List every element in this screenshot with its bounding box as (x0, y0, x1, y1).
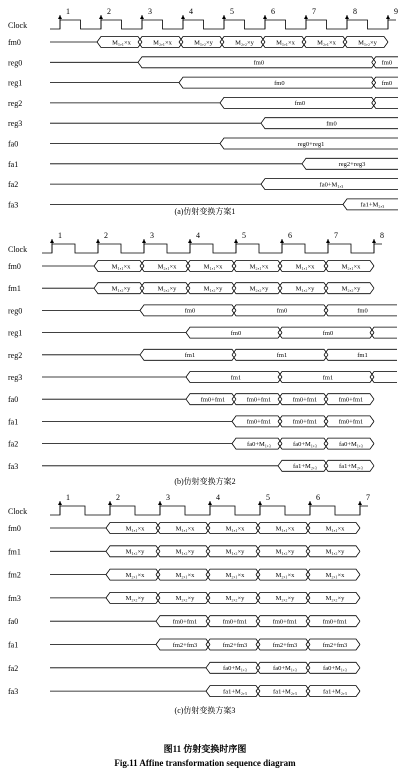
clock-number: 6 (271, 7, 275, 16)
bus-cell-value: fm2+fm3 (322, 641, 348, 649)
bus-cell-value: fa1+M₂,₃ (293, 463, 317, 471)
bus-cell-value: fm0+fm1 (338, 396, 364, 404)
bus-cell-value: fm0 (276, 307, 288, 315)
bus-cell (372, 103, 398, 109)
bus-cell-value: fa1+M₂,₃ (339, 463, 363, 471)
clock-number: 8 (353, 7, 357, 16)
signal-label-fm0: fm0 (8, 38, 21, 47)
clock-number: 4 (189, 7, 193, 16)
bus-cell-value: fm2+fm3 (172, 641, 198, 649)
bus-cell-value: fa1+M₂,₃ (273, 688, 297, 696)
bus-cell-value: fm1 (276, 352, 288, 360)
bus-cell-value: reg0+reg1 (297, 140, 325, 148)
bus-cell-value: M₁,₁×x (112, 39, 131, 47)
bus-cell-value: M₂,₁×x (125, 571, 145, 579)
bus-cell-value: fm2+fm3 (272, 641, 298, 649)
bus-cell-value: M₂,₂×y (125, 595, 145, 603)
bus-cell (372, 97, 398, 103)
clock-edge-arrow-icon (222, 15, 226, 19)
signal-label-fa3: fa3 (8, 461, 19, 471)
clock-edge-arrow-icon (280, 239, 284, 243)
signal-label-fm2: fm2 (8, 570, 21, 580)
bus-cell-value: M₂,₂×y (175, 595, 195, 603)
clock-edge-arrow-icon (258, 501, 262, 505)
signal-label-fa1: fa1 (8, 417, 19, 427)
bus-cell-value: M₂,₁×x (249, 263, 269, 271)
clock-number: 7 (334, 231, 338, 240)
clock-waveform (42, 244, 382, 253)
bus-cell-value: M₁,₂×y (275, 548, 295, 556)
figure-title-en: Fig.11 Affine transformation sequence diagram (114, 758, 296, 768)
clock-edge-arrow-icon (208, 501, 212, 505)
bus-cell-value: fm2+fm3 (222, 641, 248, 649)
signal-label-reg1: reg1 (8, 328, 23, 338)
bus-cell-value: M₁,₁×x (125, 525, 145, 533)
bus-cell-value: fa0+M₁,₃ (247, 440, 271, 448)
signal-label-fa0: fa0 (8, 395, 19, 405)
bus-cell-value: fm0 (184, 307, 196, 315)
bus-cell-value: M₂,₁×x (225, 571, 245, 579)
clock-edge-arrow-icon (358, 501, 362, 505)
bus-cell-value: fm0 (230, 329, 242, 337)
clock-number: 6 (316, 493, 320, 502)
clock-number: 3 (166, 493, 170, 502)
bus-cell-value: M₁,₁×x (175, 525, 195, 533)
signal-label-fa2: fa2 (8, 180, 19, 190)
clock-label: Clock (8, 245, 28, 254)
signal-label-reg1: reg1 (8, 78, 23, 88)
bus-cell-value: M₂,₂×y (249, 285, 269, 293)
clock-number: 7 (366, 493, 370, 502)
bus-cell-value: fa0+M₁,₃ (273, 665, 297, 673)
clock-edge-arrow-icon (308, 501, 312, 505)
clock-number: 9 (394, 7, 398, 16)
bus-cell-value: fm0+fm1 (200, 396, 226, 404)
bus-cell-value: M₁,₁×x (111, 263, 131, 271)
figure-title-cn: 图11 仿射变换时序图 (163, 744, 247, 754)
bus-cell-value: M₁,₂×y (225, 548, 245, 556)
clock-edge-arrow-icon (304, 15, 308, 19)
bus-cell-value: M₁,₁×x (203, 263, 223, 271)
clock-edge-arrow-icon (326, 239, 330, 243)
bus-cell-value: M₁,₁×x (325, 525, 345, 533)
bus-cell-value: fm0 (357, 307, 368, 315)
clock-number: 1 (66, 493, 70, 502)
clock-edge-arrow-icon (142, 239, 146, 243)
clock-edge-arrow-icon (188, 239, 192, 243)
clock-number: 6 (288, 231, 292, 240)
bus-cell-value: fm0 (381, 79, 393, 87)
clock-number: 5 (266, 493, 270, 502)
bus-cell-value: fm0+fm1 (338, 418, 364, 426)
bus-cell-value: M₂,₁×x (153, 39, 172, 47)
clock-edge-arrow-icon (181, 15, 185, 19)
bus-cell-value: fa0+M₁,₃ (293, 440, 317, 448)
bus-cell (370, 377, 397, 383)
bus-cell-value: M₁,₁×x (275, 525, 295, 533)
bus-cell-value: M₂,₁×x (275, 571, 295, 579)
signal-label-reg0: reg0 (8, 306, 23, 316)
clock-edge-arrow-icon (372, 239, 376, 243)
clock-edge-arrow-icon (108, 501, 112, 505)
panel-2 (8, 231, 397, 486)
bus-cell-value: M₂,₁×x (317, 39, 336, 47)
clock-number: 4 (196, 231, 200, 240)
clock-edge-arrow-icon (345, 15, 349, 19)
signal-label-reg2: reg2 (8, 98, 23, 108)
signal-label-fa1: fa1 (8, 640, 19, 650)
signal-label-fm0: fm0 (8, 262, 21, 271)
bus-cell-value: fa1+M₂,₃ (323, 688, 347, 696)
bus-cell (370, 372, 397, 378)
bus-cell-value: fm0+fm1 (292, 396, 318, 404)
bus-cell-value: fm0+fm1 (272, 618, 298, 626)
clock-number: 7 (312, 7, 316, 16)
signal-label-fm1: fm1 (8, 284, 21, 294)
panel-caption: (c)仿射变换方案3 (174, 706, 236, 715)
bus-cell-value: M₁,₂×y (325, 548, 345, 556)
clock-edge-arrow-icon (263, 15, 267, 19)
clock-waveform (50, 20, 396, 29)
clock-number: 3 (148, 7, 152, 16)
clock-number: 1 (58, 231, 62, 240)
bus-cell-value: M₂,₁×x (157, 263, 177, 271)
bus-cell-value: fa1+M₂,₃ (223, 688, 247, 696)
bus-cell-value: fm0 (381, 59, 393, 67)
clock-edge-arrow-icon (158, 501, 162, 505)
bus-cell-value: M₂,₁×x (325, 571, 345, 579)
clock-number: 5 (230, 7, 234, 16)
bus-cell-value: M₁,₁×x (225, 525, 245, 533)
bus-cell-value: M₁,₁×x (295, 263, 315, 271)
panel-3 (8, 493, 370, 715)
bus-cell-value: fa1+M₂,₃ (360, 201, 385, 209)
bus-cell-value: M₁,₂×y (175, 548, 195, 556)
bus-cell-value: fm0 (294, 100, 306, 108)
bus-cell (370, 333, 397, 339)
signal-label-fa3: fa3 (8, 200, 19, 210)
bus-cell-value: M₁,₂×y (203, 285, 223, 293)
signal-label-fm3: fm3 (8, 593, 21, 603)
bus-cell-value: fa0+M₁,₃ (223, 665, 247, 673)
bus-cell-value: fm0+fm1 (222, 618, 248, 626)
bus-cell-value: M₂,₂×y (225, 595, 245, 603)
bus-cell-value: fm1 (357, 352, 368, 360)
bus-cell-value: M₂,₂×y (341, 285, 361, 293)
bus-cell-value: fm0+fm1 (246, 418, 272, 426)
signal-label-reg3: reg3 (8, 373, 23, 382)
bus-cell-value: fa0+M₁,₃ (319, 181, 344, 189)
signal-label-fa1: fa1 (8, 159, 19, 169)
panel-caption: (a)仿射变换方案1 (174, 207, 236, 216)
bus-cell-value: fm0+fm1 (322, 618, 348, 626)
bus-cell-value: fm0 (326, 120, 337, 128)
signal-label-reg2: reg2 (8, 350, 23, 360)
bus-cell-value: M₂,₁×x (341, 263, 361, 271)
signal-label-fa2: fa2 (8, 439, 19, 449)
panel-caption: (b)仿射变换方案2 (174, 477, 236, 486)
bus-cell-value: fm1 (230, 374, 242, 382)
clock-edge-arrow-icon (99, 15, 103, 19)
bus-cell-value: M₁,₂×y (111, 285, 131, 293)
bus-cell-value: fm0+fm1 (292, 418, 318, 426)
panel-1 (8, 7, 398, 216)
clock-label: Clock (8, 507, 28, 516)
clock-waveform (50, 506, 368, 515)
signal-label-reg3: reg3 (8, 119, 23, 129)
bus-cell (370, 327, 397, 333)
clock-label: Clock (8, 21, 28, 30)
bus-cell-value: fm1 (322, 374, 334, 382)
clock-edge-arrow-icon (140, 15, 144, 19)
bus-cell-value: fm0+fm1 (172, 618, 198, 626)
bus-cell-value: fm0 (322, 329, 334, 337)
bus-cell-value: M₂,₂×y (275, 595, 295, 603)
clock-edge-arrow-icon (234, 239, 238, 243)
clock-edge-arrow-icon (58, 501, 62, 505)
clock-number: 1 (66, 7, 70, 16)
bus-cell-value: reg2+reg3 (338, 161, 366, 169)
signal-label-fa3: fa3 (8, 687, 19, 697)
signal-label-fm1: fm1 (8, 547, 21, 557)
bus-cell-value: M₁,₂×y (125, 548, 145, 556)
clock-number: 5 (242, 231, 246, 240)
bus-cell-value: fa0+M₁,₃ (339, 440, 363, 448)
bus-cell-value: fm0 (274, 79, 285, 87)
bus-cell-value: M₁,₁×x (276, 39, 295, 47)
clock-number: 2 (107, 7, 111, 16)
bus-cell-value: M₁,₂×y (358, 39, 377, 47)
bus-cell-value: M₂,₂×y (235, 39, 254, 47)
clock-number: 8 (380, 231, 384, 240)
clock-edge-arrow-icon (50, 239, 54, 243)
signal-label-fa0: fa0 (8, 617, 19, 627)
bus-cell-value: fa0+M₁,₃ (323, 665, 347, 673)
bus-cell-value: M₁,₂×y (295, 285, 315, 293)
clock-number: 2 (104, 231, 108, 240)
bus-cell-value: fm0+fm1 (246, 396, 272, 404)
clock-number: 4 (216, 493, 220, 502)
signal-label-reg0: reg0 (8, 58, 23, 68)
bus-cell-value: M₂,₂×y (157, 285, 177, 293)
clock-number: 3 (150, 231, 154, 240)
signal-label-fa0: fa0 (8, 139, 19, 149)
bus-cell-value: M₁,₂×y (194, 39, 213, 47)
bus-cell-value: M₂,₂×y (325, 595, 345, 603)
bus-cell-value: fm1 (184, 352, 196, 360)
clock-edge-arrow-icon (96, 239, 100, 243)
bus-cell-value: M₂,₁×x (175, 571, 195, 579)
signal-label-fa2: fa2 (8, 663, 19, 673)
clock-number: 2 (116, 493, 120, 502)
bus-cell-value: fm0 (253, 59, 265, 67)
clock-edge-arrow-icon (386, 15, 390, 19)
clock-edge-arrow-icon (58, 15, 62, 19)
signal-label-fm0: fm0 (8, 524, 21, 533)
